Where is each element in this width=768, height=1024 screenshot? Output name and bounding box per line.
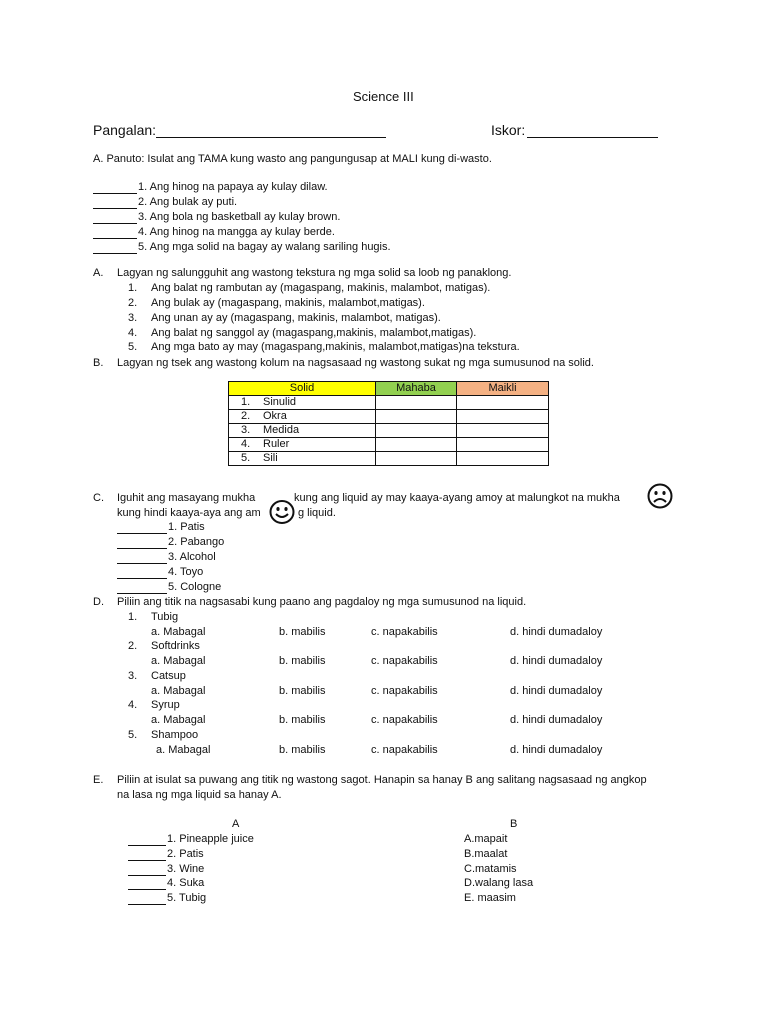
- choice-c[interactable]: c. napakabilis: [371, 626, 438, 638]
- section-letter: A.: [93, 267, 104, 279]
- list-item: 5. Ang mga solid na bagay ay walang sariling hugis.: [138, 241, 391, 253]
- answer-blank[interactable]: [128, 904, 166, 905]
- question-label: Syrup: [151, 699, 180, 711]
- question-number: 2.: [128, 640, 138, 652]
- list-item: Ang mga bato ay may (magaspang,makinis, malambot,matigas)na tekstura.: [151, 341, 520, 353]
- choice-a[interactable]: a. Mabagal: [156, 744, 211, 756]
- solid-cell: [229, 438, 376, 452]
- maikli-check-cell[interactable]: [457, 396, 549, 410]
- choice-d[interactable]: d. hindi dumadaloy: [510, 655, 603, 667]
- choice-d[interactable]: d. hindi dumadaloy: [510, 714, 603, 726]
- choice-a[interactable]: a. Mabagal: [151, 626, 206, 638]
- list-item: 1. Pineapple juice: [167, 833, 254, 845]
- mahaba-check-cell[interactable]: [376, 396, 457, 410]
- maikli-check-cell[interactable]: [457, 438, 549, 452]
- list-item: E. maasim: [464, 892, 516, 904]
- choice-b[interactable]: b. mabilis: [279, 626, 326, 638]
- list-item: D.walang lasa: [464, 877, 534, 889]
- table-row: [229, 410, 549, 424]
- section-a2-instruction: Lagyan ng salungguhit ang wastong tekstura ng mga solid sa loob ng panaklong.: [117, 267, 512, 279]
- question-label: Catsup: [151, 670, 186, 682]
- choice-a[interactable]: a. Mabagal: [151, 714, 206, 726]
- section-b-instruction: Lagyan ng tsek ang wastong kolum na nagsasaad ng wastong sukat ng mga sumusunod na solid.: [117, 357, 594, 369]
- maikli-check-cell[interactable]: [457, 410, 549, 424]
- row-number: 3.: [241, 424, 251, 436]
- choice-c[interactable]: c. napakabilis: [371, 685, 438, 697]
- maikli-check-cell[interactable]: [457, 424, 549, 438]
- list-item: 3. Wine: [167, 863, 205, 875]
- list-item: 2. Ang bulak ay puti.: [138, 196, 238, 208]
- row-label: Medida: [263, 424, 300, 436]
- list-item: C.matamis: [464, 863, 517, 875]
- question-label: Softdrinks: [151, 640, 200, 652]
- answer-blank[interactable]: [128, 860, 166, 861]
- header-mahaba: Mahaba: [376, 382, 457, 396]
- list-item: A.mapait: [464, 833, 508, 845]
- choice-c[interactable]: c. napakabilis: [371, 744, 438, 756]
- choice-b[interactable]: b. mabilis: [279, 655, 326, 667]
- question-label: Tubig: [151, 611, 179, 623]
- question-number: 5.: [128, 729, 138, 741]
- question-number: 3.: [128, 670, 138, 682]
- section-letter: C.: [93, 492, 104, 504]
- maikli-check-cell[interactable]: [457, 452, 549, 466]
- table-header-row: [229, 382, 549, 396]
- answer-blank[interactable]: [128, 845, 166, 846]
- row-number: 4.: [241, 438, 251, 450]
- list-item: 3. Ang bola ng basketball ay kulay brown.: [138, 211, 341, 223]
- score-field[interactable]: [527, 137, 658, 138]
- mahaba-check-cell[interactable]: [376, 424, 457, 438]
- list-item: Ang balat ng sanggol ay (magaspang,makinis, malambot,matigas).: [151, 327, 477, 339]
- column-b-header: B: [510, 818, 518, 830]
- list-item: 1. Patis: [168, 521, 205, 533]
- score-label: Iskor:: [491, 122, 526, 138]
- answer-blank[interactable]: [93, 223, 137, 224]
- item-number: 1.: [128, 282, 138, 294]
- name-label: Pangalan:: [93, 122, 157, 138]
- answer-blank[interactable]: [117, 563, 167, 564]
- item-number: 5.: [128, 341, 138, 353]
- question-label: Shampoo: [151, 729, 199, 741]
- item-number: 2.: [128, 297, 138, 309]
- answer-blank[interactable]: [93, 208, 137, 209]
- list-item: 2. Patis: [167, 848, 204, 860]
- section-c-line2-part2: g liquid.: [298, 507, 336, 519]
- solid-cell: [229, 410, 376, 424]
- solid-length-table: [228, 381, 549, 466]
- row-number: 5.: [241, 452, 251, 464]
- choice-a[interactable]: a. Mabagal: [151, 655, 206, 667]
- solid-cell: [229, 452, 376, 466]
- table-row: [229, 424, 549, 438]
- choice-b[interactable]: b. mabilis: [279, 685, 326, 697]
- row-label: Okra: [263, 410, 287, 422]
- list-item: 4. Suka: [167, 877, 205, 889]
- answer-blank[interactable]: [117, 548, 167, 549]
- choice-a[interactable]: a. Mabagal: [151, 685, 206, 697]
- row-number: 1.: [241, 396, 251, 408]
- section-letter: B.: [93, 357, 104, 369]
- list-item: 5. Cologne: [168, 581, 222, 593]
- list-item: 3. Alcohol: [168, 551, 216, 563]
- part-a-instruction: A. Panuto: Isulat ang TAMA kung wasto ang pangungusap at MALI kung di-wasto.: [93, 153, 492, 165]
- list-item: 2. Pabango: [168, 536, 225, 548]
- section-c-line2-part1: kung hindi kaaya-aya ang am: [117, 507, 261, 519]
- answer-blank[interactable]: [117, 578, 167, 579]
- choice-c[interactable]: c. napakabilis: [371, 655, 438, 667]
- happy-face-icon: [268, 499, 296, 525]
- section-e-instruction-line2: na lasa ng mga liquid sa hanay A.: [117, 789, 282, 801]
- solid-cell: [229, 424, 376, 438]
- choice-b[interactable]: b. mabilis: [279, 744, 326, 756]
- item-number: 4.: [128, 327, 138, 339]
- section-e-instruction-line1: Piliin at isulat sa puwang ang titik ng wastong sagot. Hanapin sa hanay B ang salitang nagsasaad ng angkop: [117, 774, 647, 786]
- choice-d[interactable]: d. hindi dumadaloy: [510, 626, 603, 638]
- item-number: 3.: [128, 312, 138, 324]
- list-item: Ang unan ay ay (magaspang, makinis, malambot, matigas).: [151, 312, 441, 324]
- answer-blank[interactable]: [93, 193, 137, 194]
- mahaba-check-cell[interactable]: [376, 410, 457, 424]
- header-solid: Solid: [229, 382, 376, 396]
- header-maikli: Maikli: [457, 382, 549, 396]
- answer-blank[interactable]: [93, 253, 137, 254]
- question-number: 4.: [128, 699, 138, 711]
- choice-d[interactable]: d. hindi dumadaloy: [510, 685, 603, 697]
- list-item: 5. Tubig: [167, 892, 207, 904]
- list-item: 4. Toyo: [168, 566, 204, 578]
- mahaba-check-cell[interactable]: [376, 438, 457, 452]
- list-item: Ang balat ng rambutan ay (magaspang, makinis, malambot, matigas).: [151, 282, 491, 294]
- list-item: 4. Ang hinog na mangga ay kulay berde.: [138, 226, 335, 238]
- section-letter: D.: [93, 596, 104, 608]
- section-c-line1-part2: kung ang liquid ay may kaaya-ayang amoy at malungkot na mukha: [294, 492, 620, 504]
- table-row: [229, 396, 549, 410]
- list-item: Ang bulak ay (magaspang, makinis, malambot,matigas).: [151, 297, 425, 309]
- choice-b[interactable]: b. mabilis: [279, 714, 326, 726]
- solid-cell: [229, 396, 376, 410]
- section-letter: E.: [93, 774, 104, 786]
- row-number: 2.: [241, 410, 251, 422]
- table-row: [229, 452, 549, 466]
- question-number: 1.: [128, 611, 138, 623]
- row-label: Ruler: [263, 438, 290, 450]
- row-label: Sinulid: [263, 396, 297, 408]
- choice-c[interactable]: c. napakabilis: [371, 714, 438, 726]
- column-a-header: A: [232, 818, 240, 830]
- sad-face-icon: [646, 482, 674, 510]
- section-c-line1-part1: Iguhit ang masayang mukha: [117, 492, 256, 504]
- page-title: Science III: [353, 89, 414, 104]
- name-field[interactable]: [156, 137, 386, 138]
- answer-blank[interactable]: [128, 875, 166, 876]
- choice-d[interactable]: d. hindi dumadaloy: [510, 744, 603, 756]
- answer-blank[interactable]: [128, 889, 166, 890]
- section-d-instruction: Piliin ang titik na nagsasabi kung paano ang pagdaloy ng mga sumusunod na liquid.: [117, 596, 527, 608]
- mahaba-check-cell[interactable]: [376, 452, 457, 466]
- answer-blank[interactable]: [117, 593, 167, 594]
- answer-blank[interactable]: [93, 238, 137, 239]
- list-item: 1. Ang hinog na papaya ay kulay dilaw.: [138, 181, 328, 193]
- table-row: [229, 438, 549, 452]
- list-item: B.maalat: [464, 848, 508, 860]
- answer-blank[interactable]: [117, 533, 167, 534]
- row-label: Sili: [263, 452, 278, 464]
